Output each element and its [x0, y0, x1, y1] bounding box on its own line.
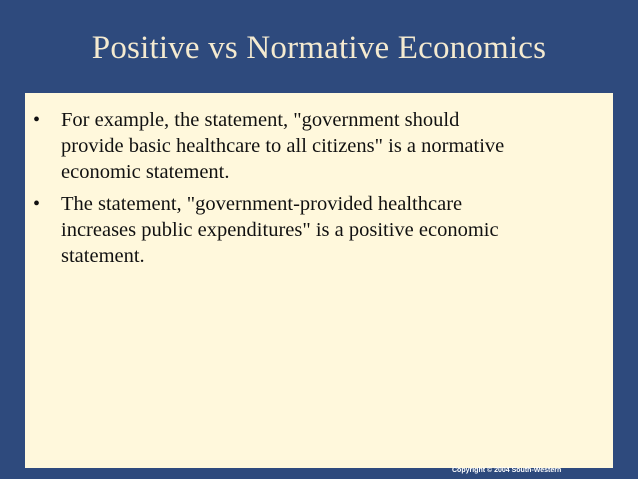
bullet-line: increases public expenditures" is a positive economic: [61, 219, 499, 241]
bullet-item-2: [33, 191, 608, 269]
slide-title: Positive vs Normative Economics: [91, 30, 547, 66]
bullet-item-1: [33, 107, 608, 185]
content-panel: [25, 93, 613, 468]
bullet-line: For example, the statement, "government should: [61, 109, 460, 131]
bullet-icon: •: [33, 109, 41, 131]
bullet-icon: •: [33, 193, 41, 215]
bullet-line: statement.: [61, 245, 145, 267]
bullet-list: [33, 107, 608, 275]
bullet-line: provide basic healthcare to all citizens" is a normative: [61, 135, 505, 157]
copyright-notice: Copyright © 2004 South-Western: [452, 467, 562, 474]
bullet-line: The statement, "government-provided healthcare: [61, 193, 463, 215]
bullet-line: economic statement.: [61, 161, 230, 183]
